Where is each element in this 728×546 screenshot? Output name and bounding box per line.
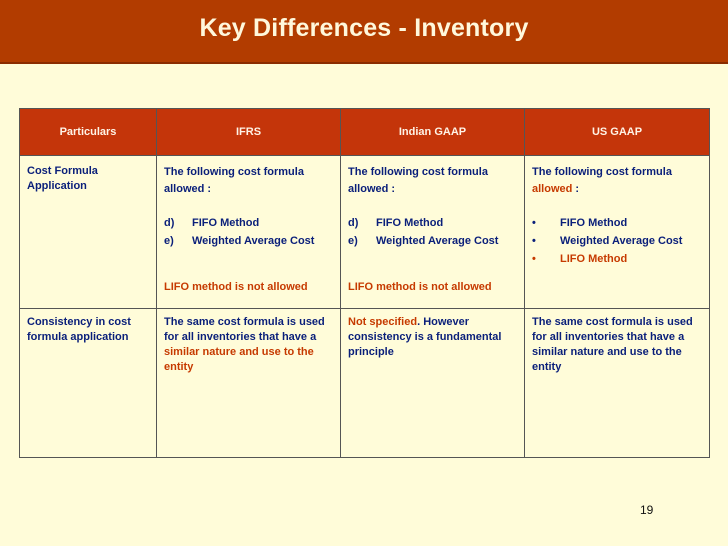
indian-consistency: Not specified. However consistency is a fundamental principle	[341, 309, 525, 458]
particular-cost-formula: Cost Formula Application	[20, 156, 157, 309]
list-item: • LIFO Method	[532, 250, 702, 268]
us-cost-formula: The following cost formula allowed : • FIFO Method • Weighted Average Cost • LIFO Method	[525, 156, 710, 309]
header-ifrs: IFRS	[157, 109, 341, 156]
us-consistency: The same cost formula is used for all inventories that have a similar nature and use to the entity	[525, 309, 710, 458]
list-item: e) Weighted Average Cost	[164, 235, 315, 247]
header-indian-gaap: Indian GAAP	[341, 109, 525, 156]
bullet-icon: •	[532, 217, 536, 229]
lifo-note: LIFO method is not allowed	[348, 281, 492, 293]
table-row	[20, 309, 710, 458]
ifrs-consistency: The same cost formula is used for all inventories that have a similar nature and use to the entity	[157, 309, 341, 458]
header-particulars: Particulars	[20, 109, 157, 156]
particular-consistency: Consistency in cost formula application	[20, 309, 157, 458]
header-row	[20, 109, 710, 156]
table-row	[20, 156, 710, 309]
list-item: e) Weighted Average Cost	[348, 235, 499, 247]
header-us-gaap: US GAAP	[525, 109, 710, 156]
list-item: • FIFO Method	[532, 214, 702, 232]
bullet-icon: •	[532, 235, 536, 247]
ifrs-cost-formula: The following cost formula allowed : d) FIFO Method e) Weighted Average Cost LIFO method is not allowed	[157, 156, 341, 309]
bullet-icon: •	[532, 253, 536, 265]
page-number: 19	[640, 503, 654, 517]
lifo-note: LIFO method is not allowed	[164, 281, 308, 293]
slide-title: Key Differences - Inventory	[199, 14, 529, 42]
differences-table	[19, 108, 710, 458]
list-item: d) FIFO Method	[348, 217, 444, 229]
list-item: d) FIFO Method	[164, 217, 260, 229]
indian-cost-formula: The following cost formula allowed : d) FIFO Method e) Weighted Average Cost LIFO method is not allowed	[341, 156, 525, 309]
list-item: • Weighted Average Cost	[532, 232, 702, 250]
